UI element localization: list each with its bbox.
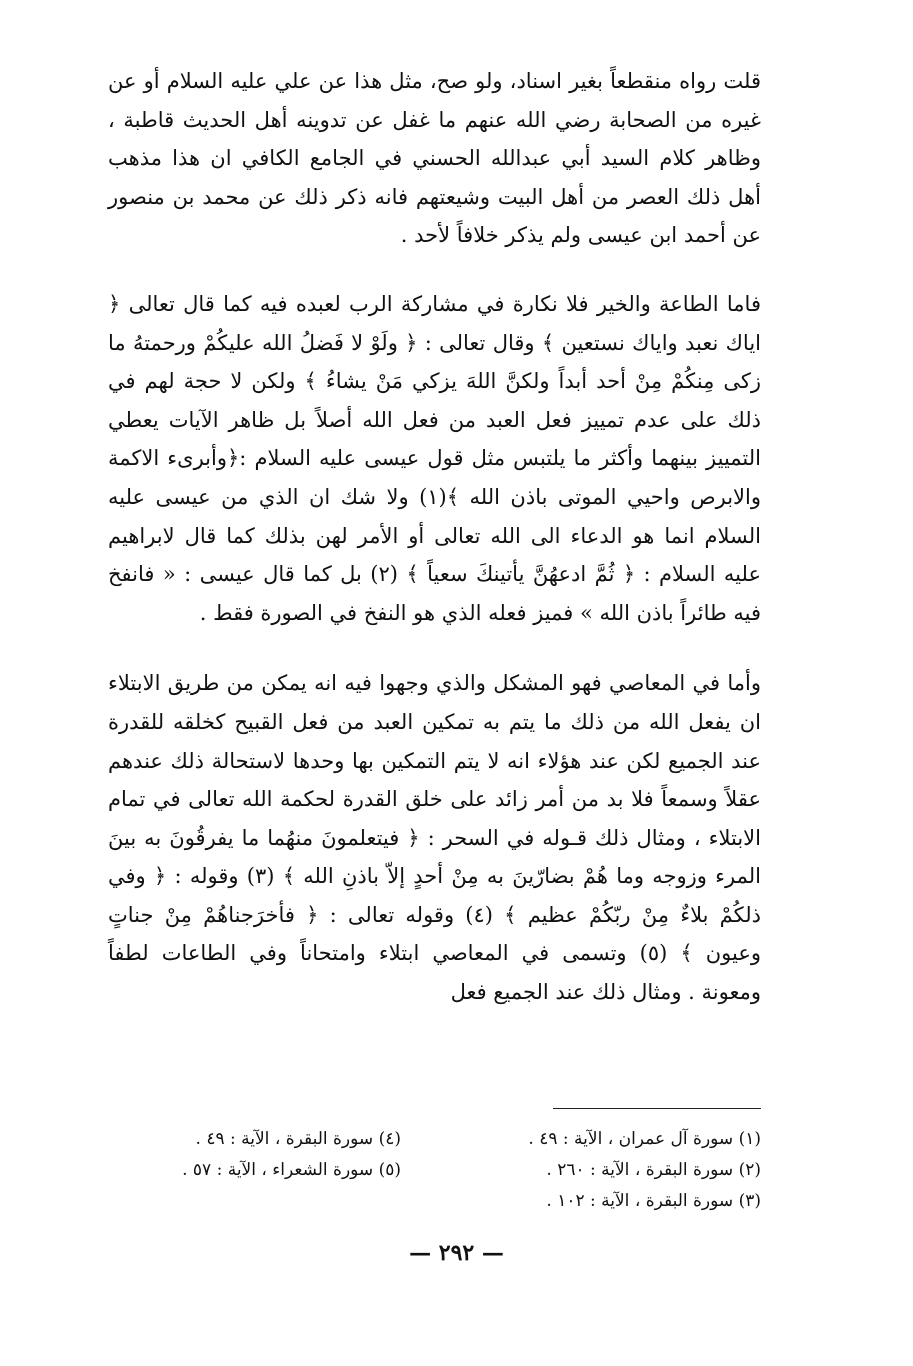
body-text [108, 62, 761, 1012]
footnote-3: (٣) سورة البقرة ، الآية : ١٠٢ . [546, 1191, 761, 1211]
paragraph-2: فاما الطاعة والخير فلا نكارة في مشاركة الرب لعبده فيه كما قال تعالى ﴿ اياك نعبد واياك نستعين ﴾ وقال تعالى : ﴿ ولَوْ لا فَضلُ الله عليكُمْ ورحمتهُ ما زكى مِنكُمْ مِنْ أحد أبداً ولكنَّ اللهَ يزكي مَنْ يشاءُ ﴾ ولكن لا حجة لهم في ذلك على عدم تمييز فعل العبد من فعل الله أصلاً بل ظاهر الآيات يعطي التمييز بينهما وأكثر ما يلتبس مثل قول عيسى عليه السلام :﴿وأبرىء الاكمة والابرص واحيي الموتى باذن الله ﴾(١) ولا شك ان الذي من عيسى عليه السلام انما هو الدعاء الى الله تعالى أو الأمر لهن بذلك كما قال لابراهيم عليه السلام : ﴿ ثُمَّ ادعهُنَّ يأتينكَ سعياً ﴾ (٢) بل كما قال عيسى : « فانفخ فيه طائراً باذن الله » فميز فعله الذي هو النفخ في الصورة فقط . [108, 291, 761, 625]
footnote-5: (٥) سورة الشعراء ، الآية : ٥٧ . [182, 1160, 401, 1180]
footnote-2: (٢) سورة البقرة ، الآية : ٢٦٠ . [546, 1160, 761, 1180]
footnote-4: (٤) سورة البقرة ، الآية : ٤٩ . [195, 1129, 401, 1149]
footnotes-column-left [121, 1124, 401, 1217]
page-number: — ٢٩٢ — [409, 1240, 504, 1266]
paragraph-3: وأما في المعاصي فهو المشكل والذي وجهوا فيه انه يمكن من طريق الابتلاء ان يفعل الله من ذلك ما يتم به تمكين العبد من فعل القبيح كخلقه للقدرة عند الجميع لكن عند هؤلاء انه لا يتم التمكين بها وحدها لاستحالة ذلك عندهم عقلاً وسمعاً فلا بد من أمر زائد على خلق القدرة لحكمة الله تعالى في تمام الابتلاء ، ومثال ذلك قـوله في السحر : ﴿ فيتعلمونَ منهُما ما يفرقُونَ به بينَ المرء وزوجه وما هُمْ بضارّينَ به مِنْ أحدٍ إلاّ باذنِ الله ﴾ (٣) وقوله : ﴿ وفي ذلكُمْ بلاءٌ مِنْ ربّكُمْ عظيم ﴾ (٤) وقوله تعالى : ﴿ فأخرَجناهُمْ مِنْ جناتٍ وعيون ﴾ (٥) وتسمى في المعاصي ابتلاء وامتحاناً وفي الطاعات لطفاً ومعونة . ومثال ذلك عند الجميع فعل [108, 671, 761, 1005]
footnotes-column-right [401, 1124, 761, 1217]
paragraph-1: قلت رواه منقطعاً بغير اسناد، ولو صح، مثل هذا عن علي عليه السلام أو عن غيره من الصحابة رضي الله عنهم ما غفل عن تدوينه أهل الحديث قاطبة ، وظاهر كلام السيد أبي عبدالله الحسني في الجامع الكافي ان هذا مذهب أهل ذلك العصر من أهل البيت وشيعتهم فانه ذكر ذلك عن محمد بن منصور عن أحمد ابن عيسى ولم يذكر خلافاً لأحد . [108, 69, 761, 248]
footnote-1: (١) سورة آل عمران ، الآية : ٤٩ . [528, 1129, 761, 1149]
footnote-divider [553, 1108, 761, 1109]
footnotes [108, 1124, 761, 1217]
